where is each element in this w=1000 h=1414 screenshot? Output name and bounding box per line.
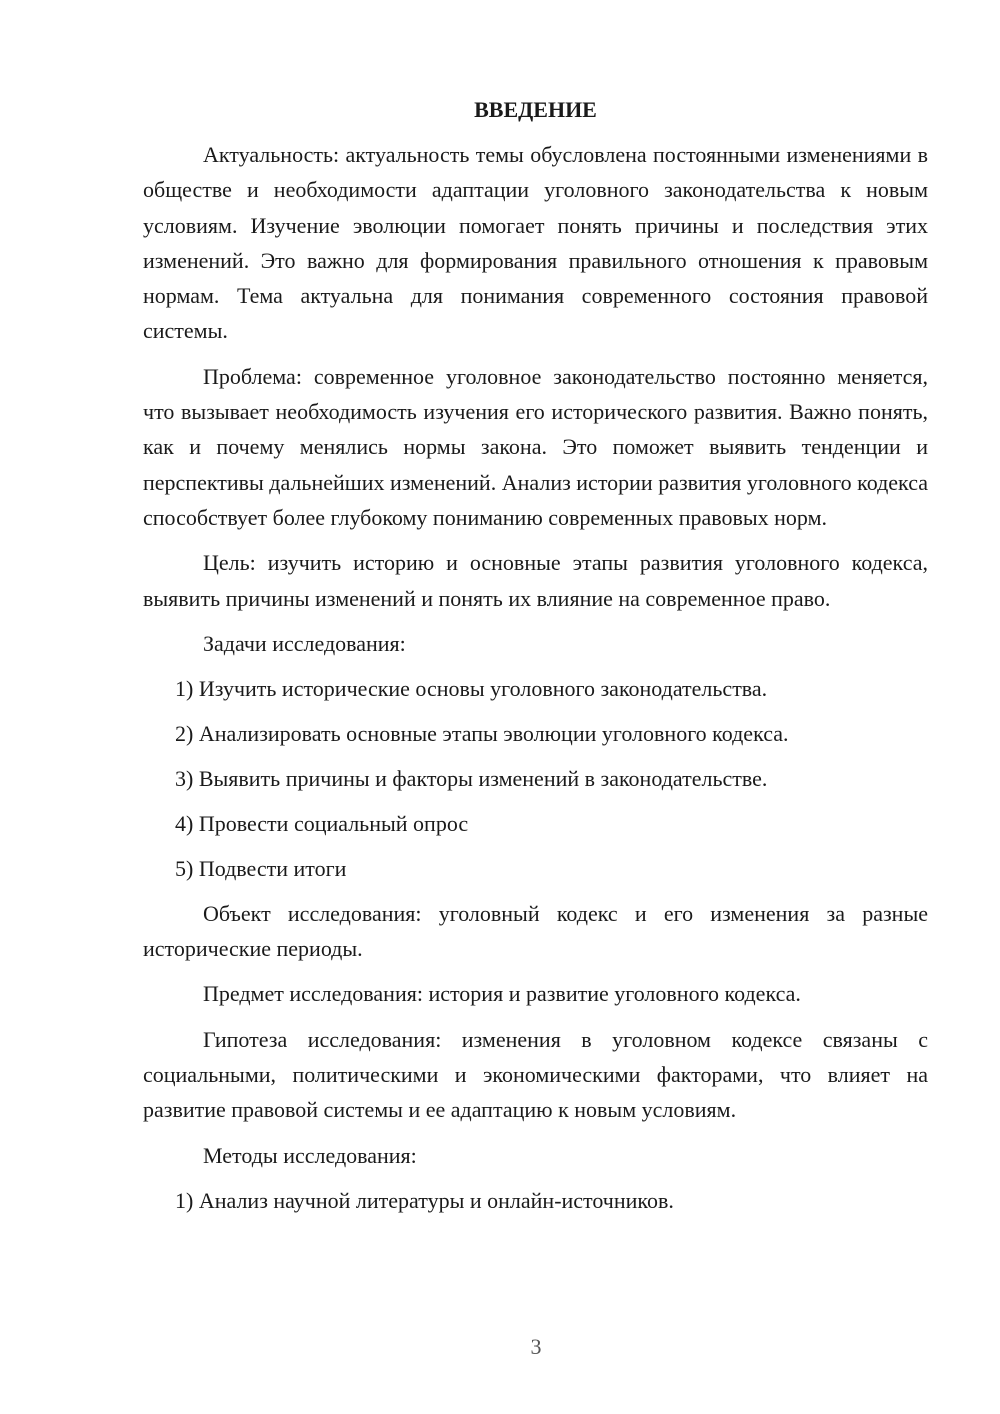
page-number: 3 xyxy=(530,1334,542,1359)
page-title: ВВЕДЕНИЕ xyxy=(474,97,597,122)
relevance-paragraph: Актуальность: актуальность темы обусловлена постоянными изменениями в обществе и необходимости адаптации уголовного законодательства к новым условиям. Изучение эволюции помогает понять причины и последствия этих изменений. Это важно для формирования правильного отношения к правовым нормам. Тема актуальна для понимания современного состояния правовой системы. xyxy=(143,142,928,344)
page-content xyxy=(143,92,928,1228)
task-item-2: 2) Анализировать основные этапы эволюции уголовного кодекса. xyxy=(175,720,789,746)
subject-paragraph: Предмет исследования: история и развитие уголовного кодекса. xyxy=(203,981,801,1007)
problem-paragraph: Проблема: современное уголовное законодательство постоянно меняется, что вызывает необходимость изучения его исторического развития. Важно понять, как и почему менялись нормы закона. Это поможет выявить тенденции и перспективы дальнейших изменений. Анализ истории развития уголовного кодекса способствует более глубокому пониманию современных правовых норм. xyxy=(143,363,928,530)
hypothesis-paragraph: Гипотеза исследования: изменения в уголовном кодексе связаны с социальными, политическими и экономическими факторами, что влияет на развитие правовой системы и ее адаптацию к новым условиям. xyxy=(143,1026,928,1123)
task-item-3: 3) Выявить причины и факторы изменений в законодательстве. xyxy=(175,765,768,791)
task-item-4: 4) Провести социальный опрос xyxy=(175,810,469,836)
task-item-5: 5) Подвести итоги xyxy=(175,855,347,881)
method-item-1: 1) Анализ научной литературы и онлайн-источников. xyxy=(175,1187,674,1213)
tasks-heading: Задачи исследования: xyxy=(203,630,406,656)
goal-paragraph: Цель: изучить историю и основные этапы развития уголовного кодекса, выявить причины изменений и понять их влияние на современное право. xyxy=(143,550,928,611)
methods-heading: Методы исследования: xyxy=(203,1142,417,1168)
task-item-1: 1) Изучить исторические основы уголовного законодательства. xyxy=(175,675,768,701)
object-paragraph: Объект исследования: уголовный кодекс и его изменения за разные исторические периоды. xyxy=(143,900,928,962)
